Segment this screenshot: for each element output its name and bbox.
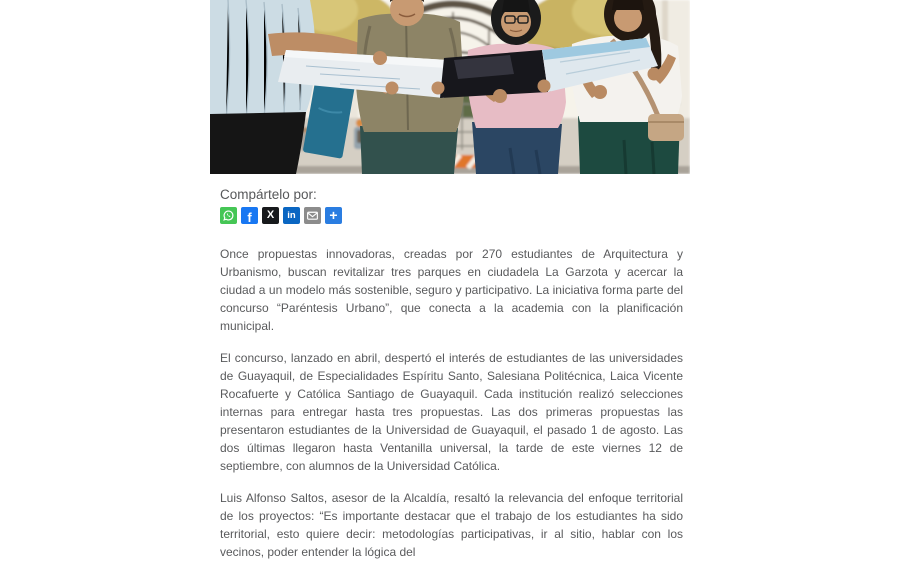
share-more-button[interactable]	[325, 207, 342, 224]
article-page	[210, 0, 690, 575]
article-paragraph-2: El concurso, lanzado en abril, despertó el interés de estudiantes de las universidades de Guayaquil, de Especialidades Espíritu Santo, Salesiana Politécnica, Laica Vicente Rocafuerte y Católica Santiago de Guayaquil. Cada institución realizó selecciones internas para entregar hasta tres propuestas. Las dos primeras propuestas las presentaron estudiantes de la Universidad de Guayaquil, el pasado 1 de agosto. Las dos últimas llegaron hasta Ventanilla universal, la tarde de este viernes 12 de septiembre, con alumnos de la Universidad Católica.	[220, 351, 683, 473]
share-label: Compártelo por:	[220, 187, 317, 202]
share-buttons	[220, 207, 690, 224]
article-paragraph-3: Luis Alfonso Saltos, asesor de la Alcaldía, resaltó la relevancia del enfoque territorial de los proyectos: “Es importante destacar que el trabajo de los estudiantes ha sido territorial, esto quiere decir: metodologías participativas, ir al sitio, hablar con los vecinos, poder entender la lógica del	[220, 491, 683, 559]
whatsapp-icon	[222, 209, 235, 222]
email-icon	[306, 209, 319, 222]
x-share-button[interactable]	[262, 207, 279, 224]
email-share-button[interactable]	[304, 207, 321, 224]
article-body	[220, 245, 683, 561]
whatsapp-share-button[interactable]	[220, 207, 237, 224]
article-photo	[210, 0, 690, 174]
x-icon: X	[266, 209, 275, 221]
students-reviewing-plans-photo	[210, 0, 690, 174]
facebook-share-button[interactable]	[241, 207, 258, 224]
linkedin-icon: in	[287, 209, 296, 221]
article-paragraph-1: Once propuestas innovadoras, creadas por 270 estudiantes de Arquitectura y Urbanismo, buscan revitalizar tres parques en ciudadela La Garzota y acercar la ciudad a un modelo más sostenible, seguro y participativo. La iniciativa forma parte del concurso “Paréntesis Urbano”, que conecta a la academia con la planificación municipal.	[220, 247, 683, 333]
linkedin-share-button[interactable]	[283, 207, 300, 224]
plus-icon: +	[329, 207, 338, 223]
facebook-icon: f	[247, 209, 252, 225]
